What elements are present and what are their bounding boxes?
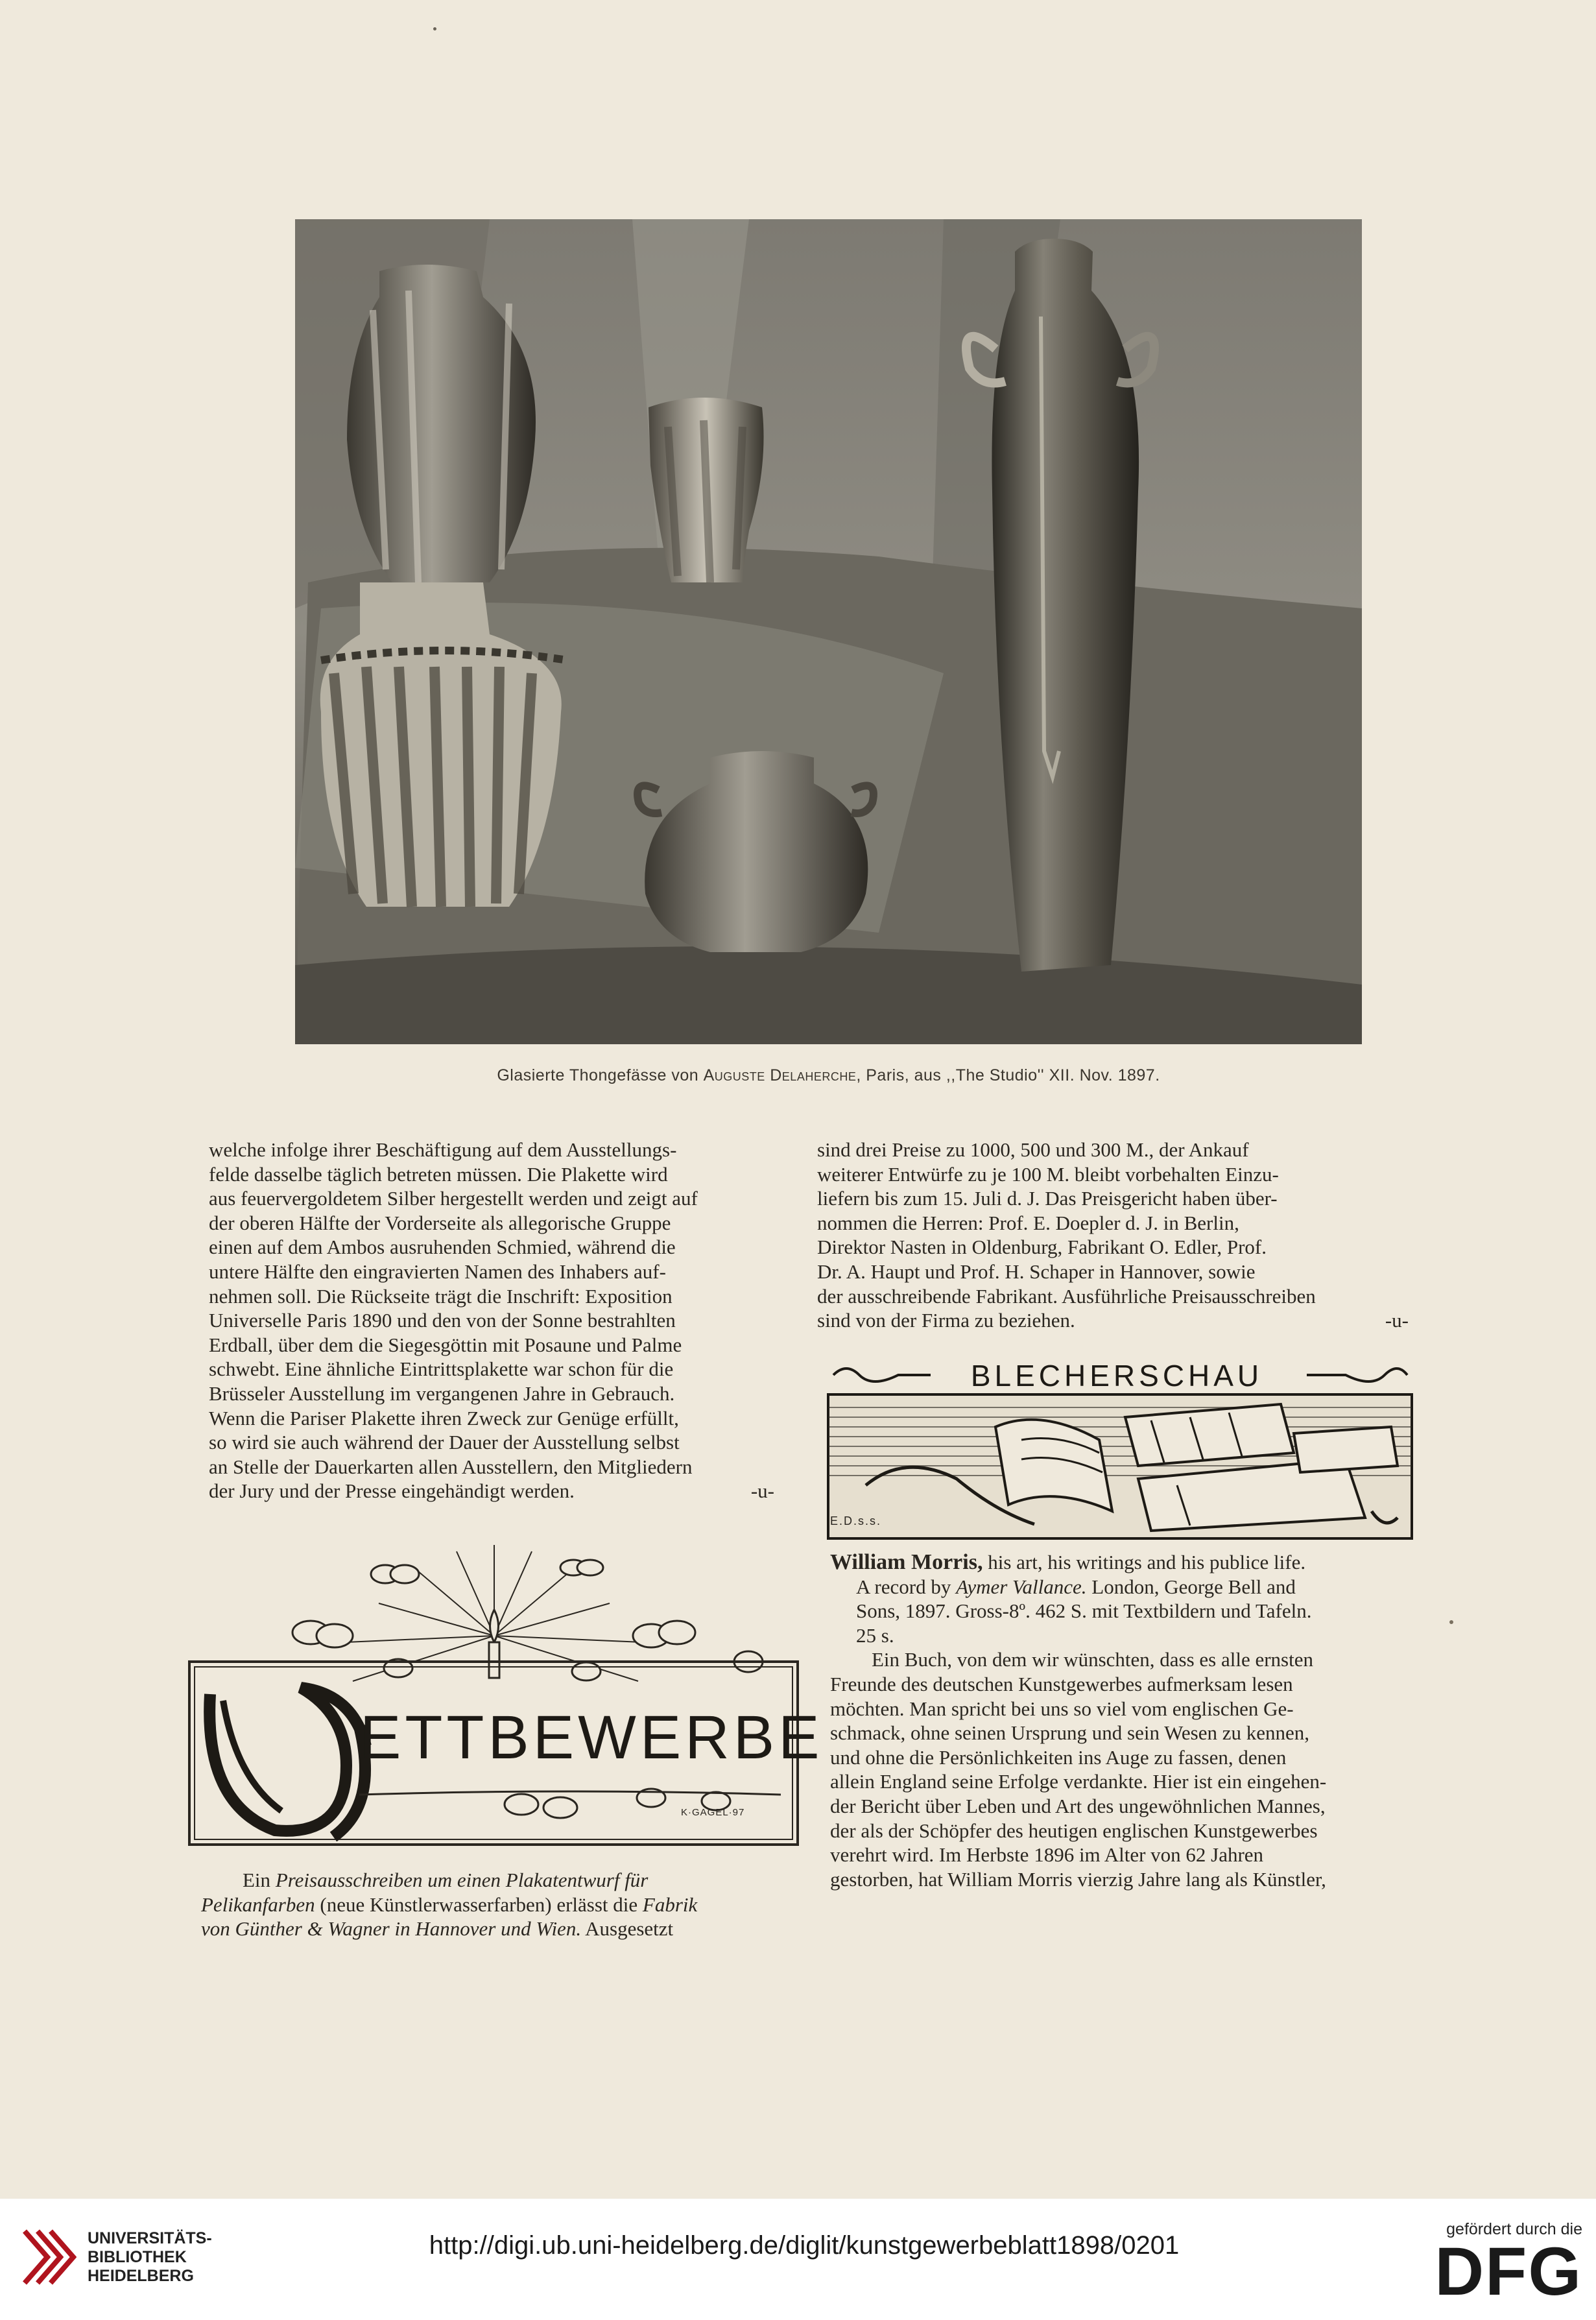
wettbewerbe-vignette (184, 1532, 824, 1850)
text-line: gestorben, hat William Morris vierzig Jahre lang als Künstler, (830, 1867, 1326, 1891)
left-column-text (209, 1138, 800, 1503)
library-logo-icon (18, 2225, 77, 2290)
library-name: UNIVERSITÄTS- BIBLIOTHEK HEIDELBERG (88, 2229, 212, 2285)
page-speck (433, 27, 436, 30)
text-line: aus feuervergoldetem Silber hergestellt werden und zeigt auf (209, 1187, 698, 1210)
text-line: schwebt. Eine ähnliche Eintrittsplakette war schon für die (209, 1357, 674, 1381)
text-line: der ausschreibende Fabrikant. Ausführliche Preisausschreiben (817, 1284, 1316, 1308)
text-line: nehmen soll. Die Rückseite trägt die Inschrift: Exposition (209, 1284, 673, 1308)
text-line: welche infolge ihrer Beschäftigung auf dem Ausstellungs- (209, 1138, 677, 1161)
illustrator-signature: E.D.s.s. (830, 1514, 882, 1527)
text-line: Brüsseler Ausstellung im vergangenen Jahre in Gebrauch. (209, 1381, 675, 1405)
text-line: Dr. A. Haupt und Prof. H. Schaper in Hannover, sowie (817, 1260, 1256, 1283)
text-line: nommen die Herren: Prof. E. Doepler d. J. in Berlin, (817, 1211, 1239, 1234)
text-line: weiterer Entwürfe zu je 100 M. bleibt vorbehalten Einzu- (817, 1162, 1279, 1186)
text-line: der Bericht über Leben und Art des ungewöhnlichen Mannes, (830, 1794, 1326, 1817)
funding-note: gefördert durch die (1446, 2220, 1582, 2238)
wettbewerbe-title: ETTBEWERBE (360, 1703, 824, 1772)
text-line: einen auf dem Ambos ausruhenden Schmied, während die (209, 1236, 676, 1259)
text-line: von Günther & Wagner in Hannover und Wien. Ausgesetzt (201, 1917, 674, 1941)
text-line: Wenn die Pariser Plakette ihren Zweck zur Genüge erfüllt, (209, 1406, 679, 1429)
text-line: sind drei Preise zu 1000, 500 und 300 M., der Ankauf (817, 1138, 1249, 1161)
text-line: verehrt wird. Im Herbste 1896 im Alter von 62 Jahren (830, 1843, 1264, 1867)
text-line: der oberen Hälfte der Vorderseite als allegorische Gruppe (209, 1211, 671, 1234)
review-body (830, 1647, 1414, 1891)
text-line: Freunde des deutschen Kunstgewerbes aufmerksam lesen (830, 1672, 1293, 1695)
review-author: William Morris, (830, 1550, 983, 1574)
text-line: und ohne die Persönlichkeiten ins Auge zu fassen, denen (830, 1745, 1287, 1769)
illustrator-signature: K·GAGEL·97 (681, 1807, 745, 1818)
vase-photograph (295, 219, 1362, 1044)
text-line: allein England seine Erfolge verdankte. Hier ist ein eingehen- (830, 1770, 1327, 1793)
text-line: der Jury und der Presse eingehändigt werden. -u- (209, 1479, 774, 1503)
margin-speck (1449, 1620, 1453, 1624)
text-line: Ein Buch, von dem wir wünschten, dass es alle ernsten (872, 1648, 1313, 1671)
text-line: Erdball, über dem die Siegesgöttin mit Posaune und Palme (209, 1333, 682, 1356)
text-line: Direktor Nasten in Oldenburg, Fabrikant O. Edler, Prof. (817, 1236, 1267, 1259)
text-line: liefern bis zum 15. Juli d. J. Das Preisgericht haben über- (817, 1187, 1278, 1210)
bibliographic-entry: William Morris, his art, his writings and his publice life. A record by Aymer Vallance. London, George Bell and Sons, 1897. Gross-8º. 462 S. mit Textbildern und Tafeln. 25 s. (830, 1550, 1312, 1647)
text-line: der als der Schöpfer des heutigen englischen Kunstgewerbes (830, 1819, 1318, 1842)
buecherschau-title: BLECHERSCHAU (970, 1359, 1263, 1393)
text-line: untere Hälfte den eingravierten Namen des Inhabers auf- (209, 1260, 666, 1283)
text-line: schmack, ohne seinen Ursprung und sein Wesen zu kennen, (830, 1721, 1310, 1745)
wettbewerbe-text (201, 1868, 798, 1941)
text-line: so wird sie auch während der Dauer der Ausstellung selbst (209, 1431, 680, 1454)
text-line: Ein Preisausschreiben um einen Plakatentwurf für (243, 1869, 649, 1891)
photo-caption: Glasierte Thongefässe von Auguste Delaherche, Paris, aus ,,The Studio'' XII. Nov. 1897. (497, 1066, 1160, 1084)
text-line: Universelle Paris 1890 und den von der Sonne bestrahlten (209, 1309, 676, 1332)
signature: -u- (750, 1479, 774, 1503)
book-review (830, 1550, 1414, 1891)
text-line: Pelikanfarben (neue Künstlerwasserfarben) erlässt die Fabrik (201, 1893, 698, 1916)
signature: -u- (1385, 1309, 1409, 1332)
text-line: möchten. Man spricht bei uns so viel vom englischen Ge- (830, 1697, 1294, 1720)
text-line: felde dasselbe täglich betreten müssen. Die Plakette wird (209, 1162, 668, 1186)
dfg-logo: DFG (1435, 2234, 1582, 2310)
right-column-text (817, 1138, 1414, 1333)
text-line: an Stelle der Dauerkarten allen Ausstellern, den Mitgliedern (209, 1455, 693, 1478)
text-line: sind von der Firma zu beziehen. -u- (817, 1309, 1409, 1332)
source-url-link[interactable]: http://digi.ub.uni-heidelberg.de/diglit/kunstgewerbeblatt1898/0201 (429, 2231, 1180, 2260)
